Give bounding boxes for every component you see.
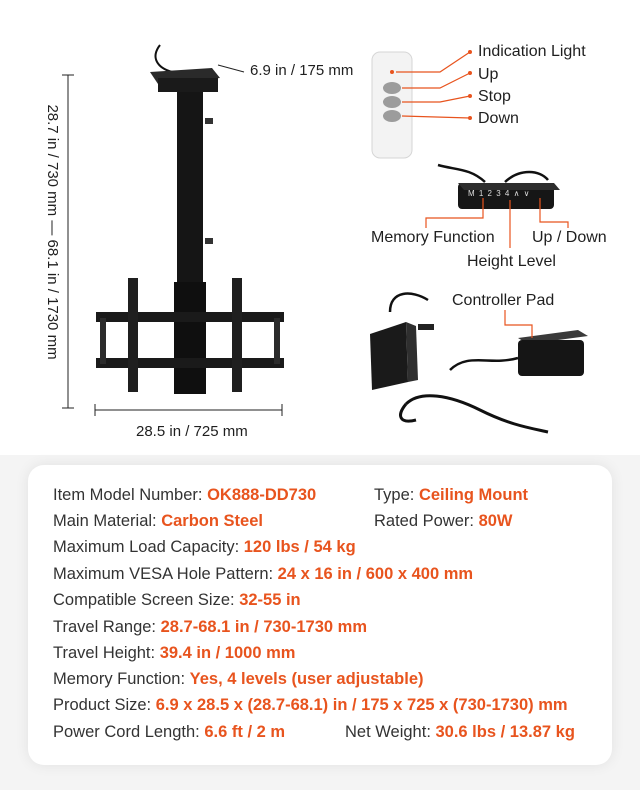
up-label: Up	[478, 66, 499, 83]
spec-product-size: Product Size: 6.9 x 28.5 x (28.7-68.1) in / 175 x 725 x (730-1730) mm	[53, 696, 568, 714]
indication-light-label: Indication Light	[478, 43, 586, 60]
stop-label: Stop	[478, 88, 511, 105]
up-down-label: Up / Down	[532, 229, 607, 246]
power-adapter	[370, 294, 434, 390]
width-dimension-label: 28.5 in / 725 mm	[136, 423, 248, 440]
depth-dimension-label: 6.9 in / 175 mm	[250, 62, 354, 79]
down-label: Down	[478, 110, 519, 127]
ceiling-mount-drawing	[96, 45, 284, 394]
spec-travel-range: Travel Range: 28.7-68.1 in / 730-1730 mm	[53, 618, 367, 636]
spec-cord-length: Power Cord Length: 6.6 ft / 2 m	[53, 723, 286, 741]
control-panel-keys: M 1 2 3 4 ∧ ∨	[468, 189, 531, 198]
height-level-label: Height Level	[467, 253, 556, 270]
spec-rated-power: Rated Power: 80W	[374, 512, 513, 530]
memory-function-label: Memory Function	[371, 229, 495, 246]
spec-material: Main Material: Carbon Steel	[53, 512, 263, 530]
control-panel	[438, 165, 560, 209]
remote-control	[372, 52, 412, 158]
height-dimension-label: 28.7 in / 730 mm — 68.1 in / 1730 mm	[44, 104, 61, 360]
spec-type: Type: Ceiling Mount	[374, 486, 529, 504]
spec-card	[28, 465, 612, 765]
controller-pad-label: Controller Pad	[452, 292, 555, 309]
power-cable	[406, 396, 548, 432]
spec-screen-size: Compatible Screen Size: 32-55 in	[53, 591, 301, 609]
spec-travel-height: Travel Height: 39.4 in / 1000 mm	[53, 644, 296, 662]
spec-net-weight: Net Weight: 30.6 lbs / 13.87 kg	[345, 723, 575, 741]
spec-memory: Memory Function: Yes, 4 levels (user adjustable)	[53, 670, 424, 688]
controller-box	[450, 330, 588, 376]
spec-vesa: Maximum VESA Hole Pattern: 24 x 16 in / 600 x 400 mm	[53, 565, 474, 583]
spec-max-load: Maximum Load Capacity: 120 lbs / 54 kg	[53, 538, 356, 556]
spec-item-model: Item Model Number: OK888-DD730	[53, 486, 317, 504]
